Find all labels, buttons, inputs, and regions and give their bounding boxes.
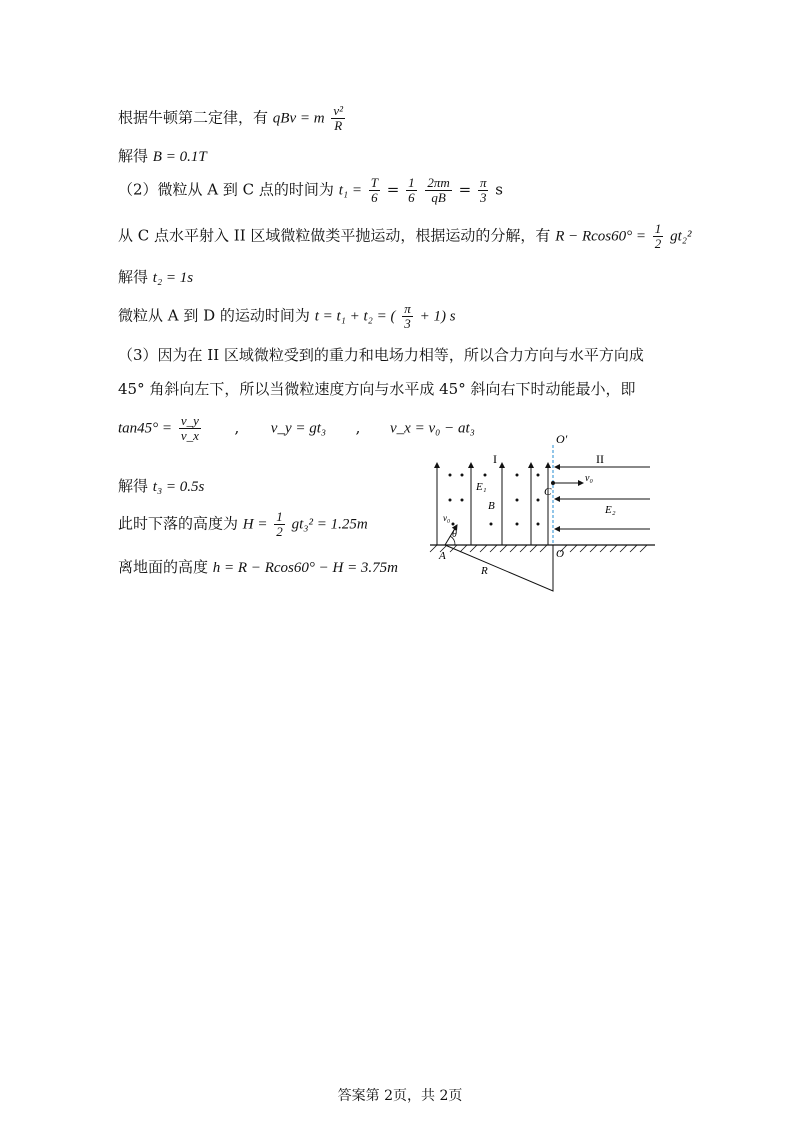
- ground-height-line: [118, 556, 398, 577]
- vy-eq: v_y = gt₃: [270, 420, 327, 437]
- h-eq: H =: [242, 516, 268, 533]
- label-e1: E₁: [476, 481, 487, 493]
- numerator: 1: [408, 175, 415, 190]
- t2-result-line: [118, 266, 193, 287]
- text: （3）因为在 II 区域微粒受到的重力和电场力相等，所以合力方向与水平方向成: [118, 346, 644, 364]
- label-o-prime: O′: [556, 433, 568, 446]
- comma: ,: [355, 418, 361, 437]
- label-r: R: [481, 565, 488, 577]
- page-footer: 答案第 2页，共 2页: [337, 1088, 463, 1104]
- gt2-squared: gt₂²: [670, 228, 692, 245]
- denominator: 6: [371, 190, 378, 205]
- numerator: v²: [333, 103, 344, 118]
- total-time-line: [118, 302, 456, 331]
- equals: =: [386, 180, 400, 199]
- text: 离地面的高度: [118, 558, 209, 576]
- numerator: 1: [654, 221, 662, 236]
- one-over-6: [406, 176, 417, 205]
- 2pim-over-qB: [425, 176, 451, 205]
- t2-result: t₂ = 1s: [152, 270, 194, 286]
- gt3-squared: gt₃² = 1.25m: [291, 516, 368, 533]
- radius-triangle: [445, 545, 553, 591]
- denominator: 2: [654, 236, 662, 251]
- label-a: A: [439, 550, 446, 562]
- part3-line2: [118, 378, 635, 399]
- b-result: B = 0.1T: [152, 149, 207, 165]
- tan-line: [118, 414, 475, 443]
- text: 45° 角斜向左下，所以当微粒速度方向与水平成 45° 斜向右下时动能最小，即: [118, 380, 636, 398]
- text: 微粒从 A 到 D 的运动时间为: [118, 306, 310, 325]
- t3-result: t₃ = 0.5s: [152, 479, 205, 495]
- pi-over-3: [478, 176, 489, 205]
- text: 根据牛顿第二定律，有: [118, 108, 269, 127]
- numerator: π: [404, 301, 411, 316]
- numerator: v_y: [180, 413, 199, 428]
- denominator: R: [334, 118, 343, 133]
- text: 解得: [118, 477, 149, 495]
- t1-line: [118, 176, 503, 205]
- half: [274, 510, 285, 539]
- numerator: T: [370, 175, 378, 190]
- T-over-6: [369, 176, 380, 205]
- denominator: qB: [431, 190, 446, 205]
- height-drop-line: [118, 510, 368, 539]
- label-region-i: I: [493, 452, 497, 466]
- t-sum: t = t₁ + t₂ = (: [314, 308, 396, 325]
- newton-law-line: [118, 104, 347, 133]
- h-result: h = R − Rcos60° − H = 3.75m: [212, 560, 399, 576]
- denominator: v_x: [180, 428, 199, 443]
- label-v0-right: v₀: [585, 473, 593, 484]
- text: 解得: [118, 268, 149, 286]
- v2-over-R: [331, 104, 345, 133]
- numerator: 2πm: [427, 175, 450, 190]
- unit-s: s: [495, 180, 503, 199]
- label-b: B: [488, 500, 495, 512]
- part3-line1: [118, 344, 644, 365]
- physics-diagram: [425, 433, 665, 598]
- parabola-line: [118, 222, 691, 251]
- numerator: π: [479, 175, 487, 190]
- denominator: 3: [404, 316, 411, 331]
- label-region-ii: II: [596, 452, 604, 466]
- r-minus: R − Rcos60° =: [555, 228, 647, 245]
- e2-field-lines: [555, 467, 650, 529]
- point-c: [551, 481, 555, 485]
- text: （2）微粒从 A 到 C 点的时间为: [118, 180, 334, 199]
- text: 此时下落的高度为: [118, 514, 239, 533]
- comma: ,: [234, 418, 240, 437]
- denominator: 3: [479, 190, 487, 205]
- b-result-line: [118, 145, 207, 166]
- denominator: 2: [276, 524, 283, 539]
- denominator: 6: [408, 190, 415, 205]
- equals: =: [458, 180, 472, 199]
- ground-hatching: [430, 545, 647, 552]
- text: 解得: [118, 147, 149, 165]
- label-e2: E₂: [605, 504, 616, 516]
- pi-over-3: [402, 302, 413, 331]
- half: [653, 222, 664, 251]
- label-theta: θ: [452, 529, 457, 540]
- label-v0-left: v₀: [443, 513, 451, 523]
- tan45: tan45° =: [118, 420, 173, 437]
- label-c: C: [544, 486, 552, 498]
- label-o: O: [556, 548, 564, 560]
- plus-one: + 1) s: [419, 308, 456, 325]
- vx-eq: v_x = v₀ − at₃: [390, 420, 475, 437]
- t1-eq: t₁ =: [338, 182, 362, 199]
- qbv-expr: qBv = m: [272, 110, 325, 127]
- t3-result-line: [118, 475, 204, 496]
- vy-over-vx: [179, 414, 201, 443]
- numerator: 1: [276, 509, 283, 524]
- text: 从 C 点水平射入 II 区域微粒做类平抛运动，根据运动的分解，有: [118, 226, 551, 245]
